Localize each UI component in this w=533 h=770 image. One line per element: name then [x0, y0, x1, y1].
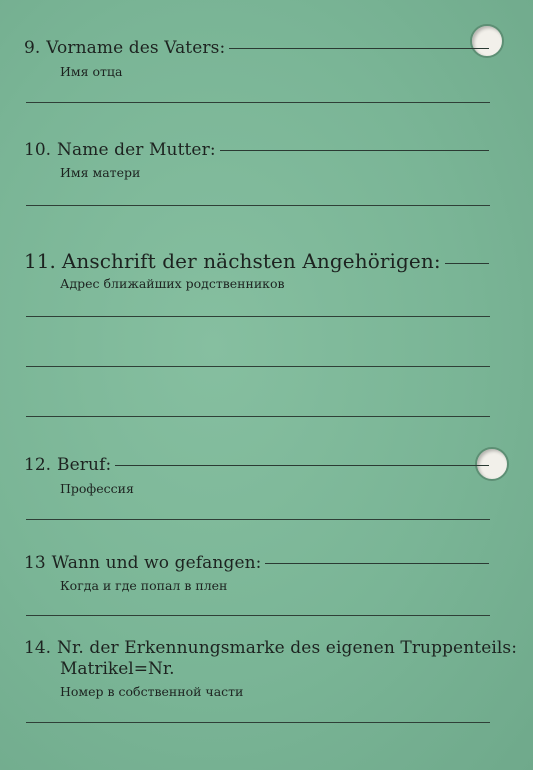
answer-line[interactable]	[229, 48, 489, 49]
field-label-ru: Когда и где попал в плен	[60, 578, 228, 593]
answer-line[interactable]	[26, 615, 490, 616]
field-label-ru: Имя матери	[60, 165, 141, 180]
answer-line[interactable]	[26, 722, 490, 723]
field-label-ru: Имя отца	[60, 64, 123, 79]
field-number: 13	[24, 553, 46, 573]
field-label-ru: Адрес ближайших родственников	[60, 276, 285, 291]
field-label-de-line2: Matrikel=Nr.	[60, 659, 175, 679]
answer-line[interactable]	[26, 205, 490, 206]
field-label-de: Wann und wo gefangen:	[51, 553, 262, 573]
field-label-de: Beruf:	[57, 455, 112, 475]
field-number: 11.	[24, 249, 56, 273]
field-label-de: Vorname des Vaters:	[46, 38, 226, 58]
field-label-de: Nr. der Erkennungsmarke des eigenen Truppenteils:	[57, 638, 518, 658]
answer-line[interactable]	[26, 416, 490, 417]
answer-line[interactable]	[445, 263, 489, 264]
field-label-de: Name der Mutter:	[57, 140, 216, 160]
answer-line[interactable]	[26, 366, 490, 367]
answer-line[interactable]	[265, 563, 489, 564]
field-number: 12.	[24, 455, 52, 475]
answer-line[interactable]	[26, 102, 490, 103]
answer-line[interactable]	[26, 316, 490, 317]
answer-line[interactable]	[115, 465, 489, 466]
field-number: 9.	[24, 38, 41, 58]
field-label-de: Anschrift der nächsten Angehörigen:	[61, 249, 441, 273]
field-label-ru: Профессия	[60, 481, 134, 496]
field-number: 14.	[24, 638, 52, 658]
answer-line[interactable]	[26, 519, 490, 520]
field-number: 10.	[24, 140, 52, 160]
field-label-ru: Номер в собственной части	[60, 684, 244, 699]
answer-line[interactable]	[220, 150, 489, 151]
